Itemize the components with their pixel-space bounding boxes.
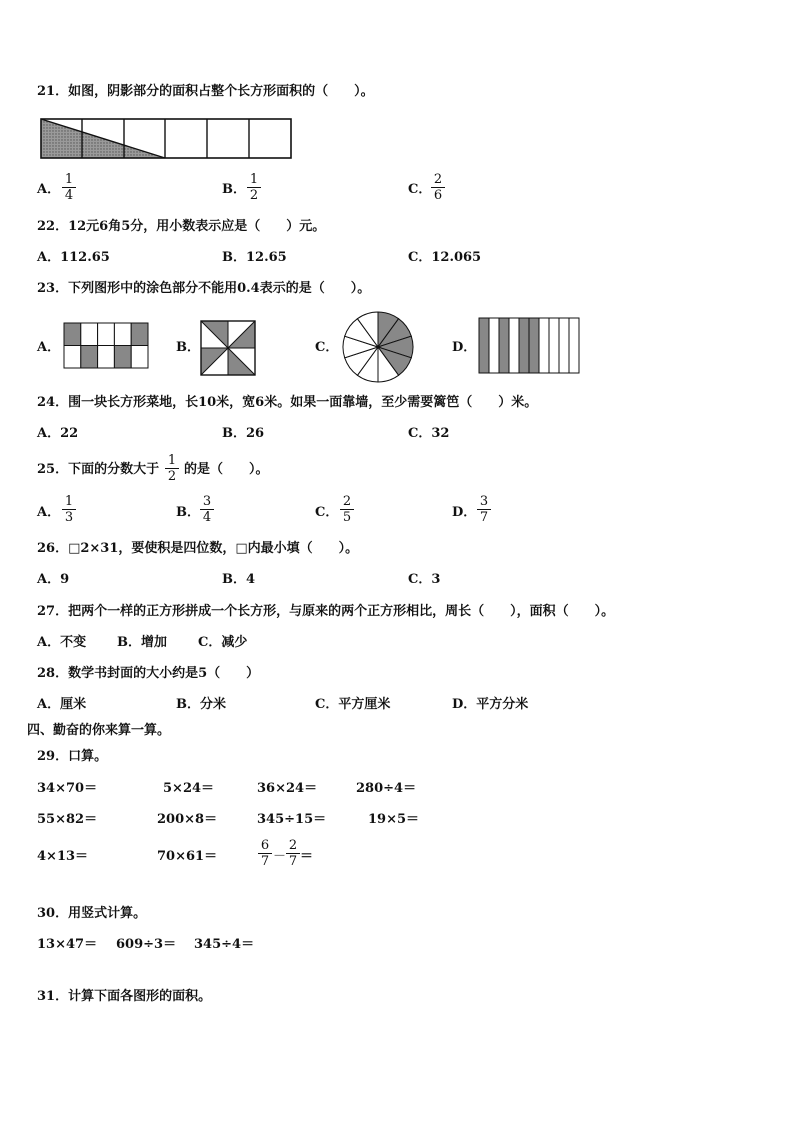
q24-opt-b[interactable]: B．26	[222, 426, 265, 441]
q25-opt-a-fraction: $\frac{1}{3}$	[62, 494, 76, 525]
q23-figure-a	[63, 322, 149, 369]
q29-r1-c2: 5×24＝	[163, 781, 215, 796]
q27-opt-a[interactable]: A．不变	[37, 635, 87, 650]
q21-text: 21．如图，阴影部分的面积占整个长方形面积的（ ）。	[37, 84, 374, 99]
q24-opt-a[interactable]: A．22	[37, 426, 79, 441]
q23-figure-c	[341, 310, 415, 384]
q29-r2-c3: 345÷15＝	[257, 812, 327, 827]
q31-text: 31．计算下面各图形的面积。	[37, 989, 212, 1004]
q23-opt-c[interactable]: C．	[315, 340, 339, 355]
q27-text: 27．把两个一样的正方形拼成一个长方形，与原来的两个正方形相比，周长（ ），面积（ ）。	[37, 604, 615, 619]
q29-r2-c4: 19×5＝	[368, 812, 420, 827]
q29-r1-c3: 36×24＝	[257, 781, 318, 796]
q29-text: 29．口算。	[37, 749, 108, 764]
q29-frac-op: －	[273, 849, 287, 864]
q21-opt-b-label[interactable]: B．	[222, 182, 246, 197]
q25-half-fraction: $\frac{1}{2}$	[165, 453, 179, 484]
q29-frac-eq: ＝	[300, 849, 314, 864]
q21-opt-a-label[interactable]: A．	[37, 182, 61, 197]
q21-opt-a-fraction: $\frac{1}{4}$	[62, 172, 76, 203]
q22-text: 22．12元6角5分，用小数表示应是（ ）元。	[37, 219, 326, 234]
q22-opt-a[interactable]: A．112.65	[37, 250, 110, 265]
q29-frac-1: $\frac{6}{7}$	[258, 838, 272, 869]
q23-opt-b[interactable]: B．	[176, 340, 200, 355]
q30-item-1: 13×47＝	[37, 937, 98, 952]
q28-opt-a[interactable]: A．厘米	[37, 697, 87, 712]
q25-opt-c-label[interactable]: C．	[315, 505, 339, 520]
q29-r1-c1: 34×70＝	[37, 781, 98, 796]
q25-text-after: 的是（ ）。	[184, 462, 269, 477]
q28-opt-c[interactable]: C．平方厘米	[315, 697, 391, 712]
section-4-heading: 四、勤奋的你来算一算。	[27, 723, 171, 738]
q23-figure-b	[200, 320, 256, 376]
q25-text-before: 25．下面的分数大于	[37, 462, 160, 477]
q23-text: 23．下列图形中的涂色部分不能用0.4表示的是（ ）。	[37, 281, 371, 296]
q30-item-2: 609÷3＝	[116, 937, 177, 952]
q25-opt-d-fraction: $\frac{3}{7}$	[477, 494, 491, 525]
q24-text: 24．围一块长方形菜地，长10米，宽6米。如果一面靠墙，至少需要篱笆（ ）米。	[37, 395, 538, 410]
q21-opt-c-fraction: $\frac{2}{6}$	[431, 172, 445, 203]
q21-figure	[40, 118, 292, 160]
q30-item-3: 345÷4＝	[194, 937, 255, 952]
q29-r2-c2: 200×8＝	[157, 812, 218, 827]
q23-opt-a[interactable]: A．	[37, 340, 61, 355]
q26-text: 26．□2×31，要使积是四位数，□内最小填（ ）。	[37, 541, 359, 556]
q22-opt-b[interactable]: B．12.65	[222, 250, 287, 265]
q30-text: 30．用竖式计算。	[37, 906, 147, 921]
q29-frac-2: $\frac{2}{7}$	[286, 838, 300, 869]
q28-text: 28．数学书封面的大小约是5（ ）	[37, 666, 260, 681]
q26-opt-c[interactable]: C．3	[408, 572, 441, 587]
q21-opt-b-fraction: $\frac{1}{2}$	[247, 172, 261, 203]
q29-r1-c4: 280÷4＝	[356, 781, 417, 796]
q24-opt-c[interactable]: C．32	[408, 426, 450, 441]
q28-opt-b[interactable]: B．分米	[176, 697, 226, 712]
q25-opt-b-fraction: $\frac{3}{4}$	[200, 494, 214, 525]
q25-opt-d-label[interactable]: D．	[452, 505, 477, 520]
q27-opt-c[interactable]: C．减少	[198, 635, 248, 650]
q22-opt-c[interactable]: C．12.065	[408, 250, 482, 265]
q27-opt-b[interactable]: B．增加	[117, 635, 167, 650]
q21-opt-c-label[interactable]: C．	[408, 182, 432, 197]
q23-figure-d	[478, 317, 580, 374]
q25-opt-a-label[interactable]: A．	[37, 505, 61, 520]
q26-opt-b[interactable]: B．4	[222, 572, 256, 587]
q29-r3-c2: 70×61＝	[157, 849, 218, 864]
q29-r3-c1: 4×13＝	[37, 849, 89, 864]
q29-r2-c1: 55×82＝	[37, 812, 98, 827]
q25-opt-c-fraction: $\frac{2}{5}$	[340, 494, 354, 525]
q23-opt-d[interactable]: D．	[452, 340, 477, 355]
q25-opt-b-label[interactable]: B．	[176, 505, 200, 520]
q28-opt-d[interactable]: D．平方分米	[452, 697, 529, 712]
q26-opt-a[interactable]: A．9	[37, 572, 70, 587]
